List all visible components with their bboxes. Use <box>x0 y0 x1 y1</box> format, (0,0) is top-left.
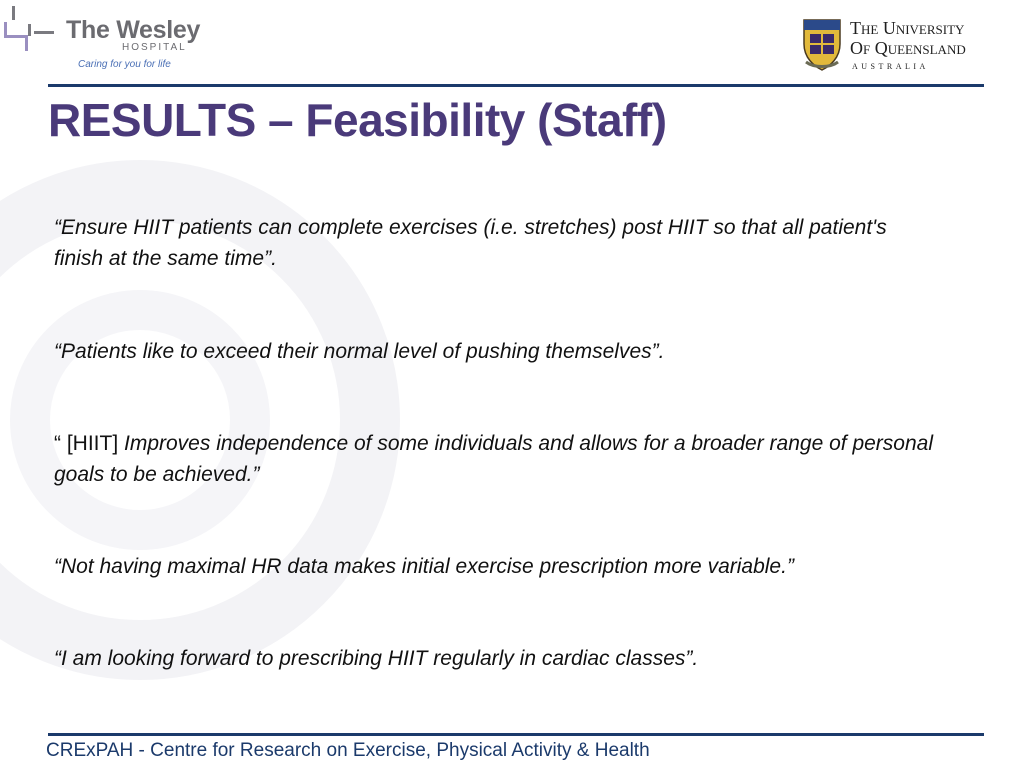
wesley-sub: HOSPITAL <box>122 42 187 53</box>
quote-item <box>54 428 934 490</box>
quote-item: “I am looking forward to prescribing HIIT regularly in cardiac classes”. <box>54 647 699 670</box>
header-divider <box>48 84 984 87</box>
quote-prefix: “ [HIIT] <box>54 432 124 455</box>
footer-divider <box>48 733 984 736</box>
quote-item: “Ensure HIIT patients can complete exercises (i.e. stretches) post HIIT so that all patient's finish at the same time”. <box>54 216 887 270</box>
wesley-name: The Wesley <box>66 16 201 44</box>
uq-name-line1: The University <box>850 18 965 38</box>
wesley-mark-icon <box>4 4 64 56</box>
uq-name-line3: AUSTRALIA <box>852 62 929 71</box>
quote-item: “Patients like to exceed their normal level of pushing themselves”. <box>54 340 665 363</box>
background-watermark <box>0 120 400 720</box>
uq-logo <box>800 16 990 76</box>
slide-title: RESULTS – Feasibility (Staff) <box>48 94 667 146</box>
footer-text: CRExPAH - Centre for Research on Exercise, Physical Activity & Health <box>46 740 650 761</box>
uq-name-line2: Of Queensland <box>850 38 966 58</box>
uq-crest-icon <box>800 16 844 72</box>
wesley-hospital-logo <box>4 4 204 74</box>
quote-text: Improves independence of some individuals and allows for a broader range of personal goals to be achieved.” <box>54 432 933 486</box>
wesley-tagline: Caring for you for life <box>78 59 171 70</box>
quote-item: “Not having maximal HR data makes initial exercise prescription more variable.” <box>54 555 794 578</box>
